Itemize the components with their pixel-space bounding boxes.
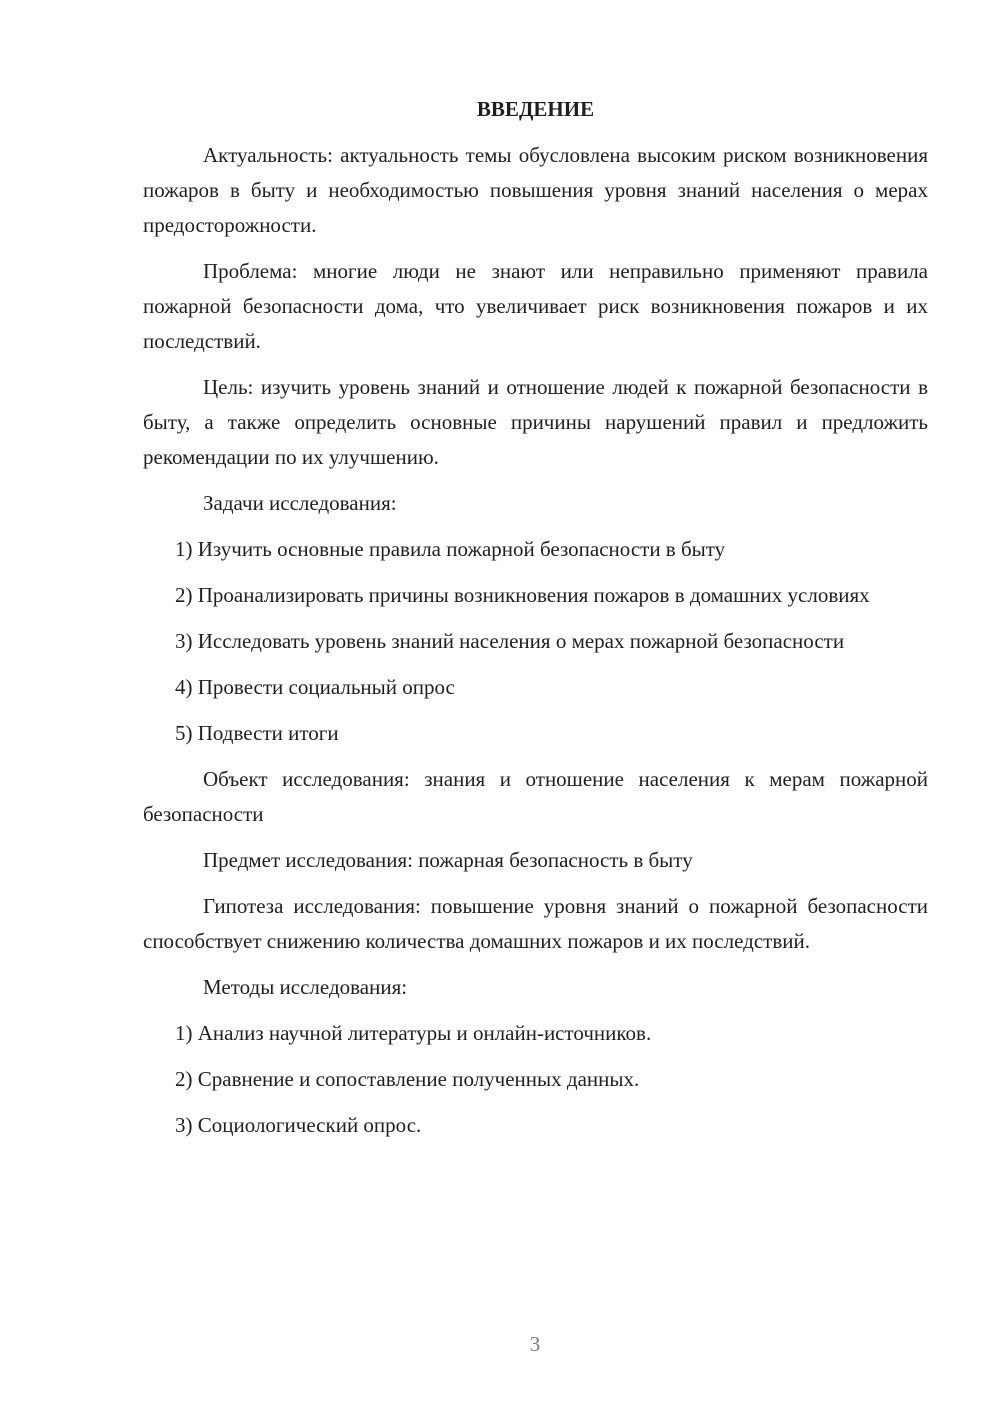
hypothesis-paragraph: Гипотеза исследования: повышение уровня знаний о пожарной безопасности способствует снижению количества домашних пожаров и их последствий. (143, 894, 928, 953)
object-paragraph: Объект исследования: знания и отношение населения к мерам пожарной безопасности (143, 767, 928, 826)
page-title: ВВЕДЕНИЕ (476, 97, 595, 121)
methods-title: Методы исследования: (203, 975, 408, 999)
problem-paragraph: Проблема: многие люди не знают или неправильно применяют правила пожарной безопасности дома, что увеличивает риск возникновения пожаров и их последствий. (143, 259, 928, 353)
method-item: 2) Сравнение и сопоставление полученных данных. (175, 1067, 640, 1091)
task-item: 1) Изучить основные правила пожарной безопасности в быту (175, 537, 726, 561)
method-item: 3) Социологический опрос. (175, 1113, 422, 1137)
subject-paragraph: Предмет исследования: пожарная безопасность в быту (203, 848, 693, 872)
goal-paragraph: Цель: изучить уровень знаний и отношение людей к пожарной безопасности в быту, а также определить основные причины нарушений правил и предложить рекомендации по их улучшению. (143, 375, 928, 469)
document-body (143, 92, 928, 1154)
method-item: 1) Анализ научной литературы и онлайн-источников. (175, 1021, 652, 1045)
page-number: 3 (529, 1332, 541, 1356)
task-item: 4) Провести социальный опрос (175, 675, 455, 699)
tasks-title: Задачи исследования: (203, 491, 397, 515)
relevance-paragraph: Актуальность: актуальность темы обусловлена высоким риском возникновения пожаров в быту и необходимостью повышения уровня знаний населения о мерах предосторожности. (143, 143, 928, 237)
task-item: 5) Подвести итоги (175, 721, 339, 745)
task-item: 3) Исследовать уровень знаний населения о мерах пожарной безопасности (175, 629, 845, 653)
task-item: 2) Проанализировать причины возникновения пожаров в домашних условиях (175, 583, 870, 607)
